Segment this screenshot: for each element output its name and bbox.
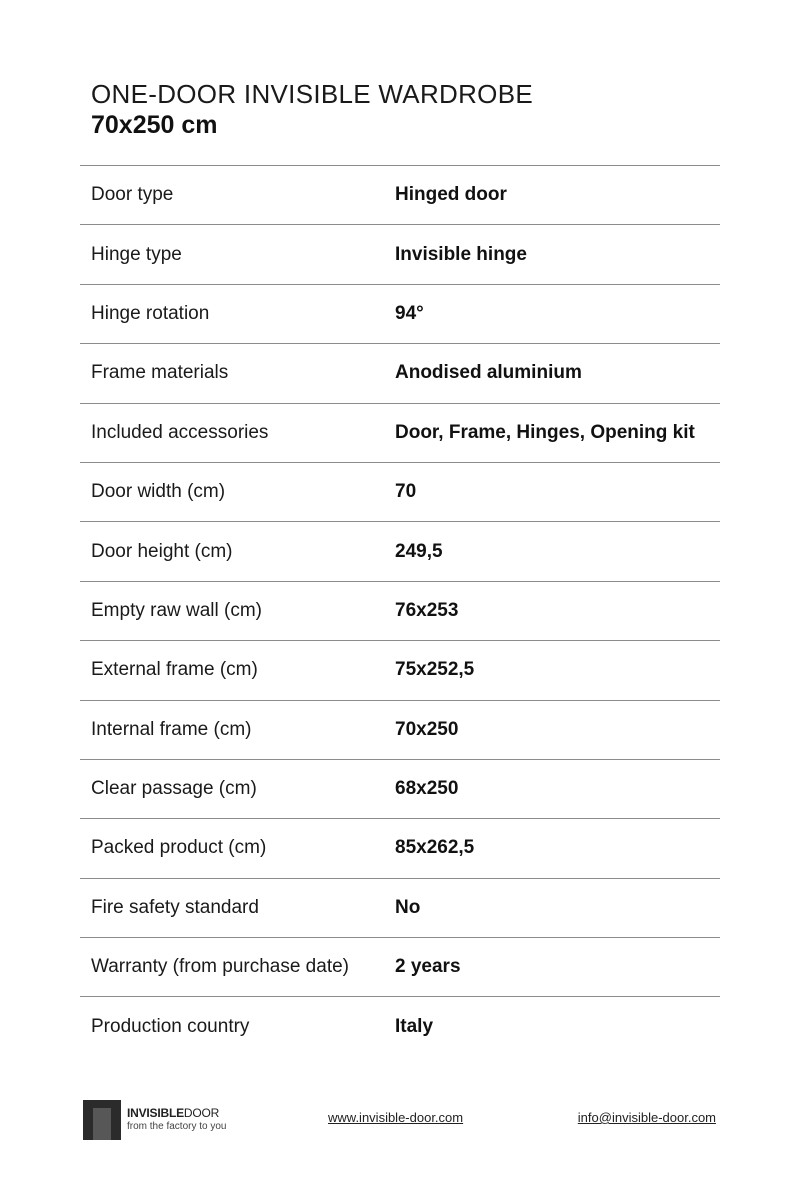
spec-value: 68x250 — [395, 778, 459, 800]
spec-value: Italy — [395, 1016, 434, 1038]
spec-row-door-width — [80, 463, 720, 522]
spec-label: Hinge rotation — [91, 302, 210, 324]
spec-value: Door, Frame, Hinges, Opening kit — [395, 421, 695, 443]
spec-label: Production country — [91, 1016, 250, 1038]
logo-tagline: from the factory to you — [127, 1121, 227, 1132]
spec-value: Invisible hinge — [395, 243, 527, 265]
spec-label: Door height (cm) — [91, 540, 233, 562]
spec-row-included-accessories — [80, 404, 720, 463]
spec-row-fire-safety — [80, 879, 720, 938]
page-title: ONE-DOOR INVISIBLE WARDROBE — [91, 79, 533, 109]
spec-value: 94° — [395, 302, 424, 324]
spec-table — [80, 165, 720, 1057]
spec-row-door-type — [80, 166, 720, 225]
page-subtitle: 70x250 cm — [91, 111, 218, 139]
spec-value: Hinged door — [395, 184, 507, 206]
spec-label: Frame materials — [91, 362, 229, 384]
logo-brand-light: DOOR — [183, 1106, 220, 1120]
brand-logo — [83, 1100, 227, 1140]
spec-label: Warranty (from purchase date) — [91, 956, 349, 978]
spec-value: 70 — [395, 481, 417, 503]
spec-row-frame-materials — [80, 344, 720, 403]
spec-value: 249,5 — [395, 540, 443, 562]
email-link[interactable]: info@invisible-door.com — [577, 1110, 716, 1125]
spec-label: Included accessories — [91, 421, 269, 443]
spec-row-clear-passage — [80, 760, 720, 819]
spec-row-warranty — [80, 938, 720, 997]
spec-row-internal-frame — [80, 701, 720, 760]
website-link[interactable]: www.invisible-door.com — [328, 1110, 464, 1125]
spec-row-production-country — [80, 997, 720, 1056]
spec-label: Clear passage (cm) — [91, 778, 257, 800]
spec-label: Empty raw wall (cm) — [91, 599, 263, 621]
footer — [0, 1098, 800, 1142]
spec-label: Packed product (cm) — [91, 837, 267, 859]
header — [91, 78, 533, 140]
spec-value: 70x250 — [395, 718, 459, 740]
spec-row-empty-raw-wall — [80, 582, 720, 641]
spec-value: No — [395, 896, 421, 918]
logo-brand-bold: INVISIBLE — [127, 1106, 184, 1120]
spec-label: Fire safety standard — [91, 896, 259, 918]
spec-row-external-frame — [80, 641, 720, 700]
logo-text — [127, 1107, 227, 1133]
spec-label: Internal frame (cm) — [91, 718, 252, 740]
spec-label: Door type — [91, 184, 174, 206]
spec-row-hinge-rotation — [80, 285, 720, 344]
spec-label: External frame (cm) — [91, 659, 258, 681]
spec-value: 76x253 — [395, 599, 459, 621]
door-logo-icon — [83, 1100, 121, 1140]
spec-row-packed-product — [80, 819, 720, 878]
spec-value: Anodised aluminium — [395, 362, 582, 384]
spec-value: 85x262,5 — [395, 837, 475, 859]
spec-label: Hinge type — [91, 243, 182, 265]
spec-value: 75x252,5 — [395, 659, 475, 681]
spec-row-hinge-type — [80, 225, 720, 284]
spec-value: 2 years — [395, 956, 461, 978]
spec-label: Door width (cm) — [91, 481, 226, 503]
spec-row-door-height — [80, 522, 720, 581]
logo-brand — [127, 1107, 227, 1120]
